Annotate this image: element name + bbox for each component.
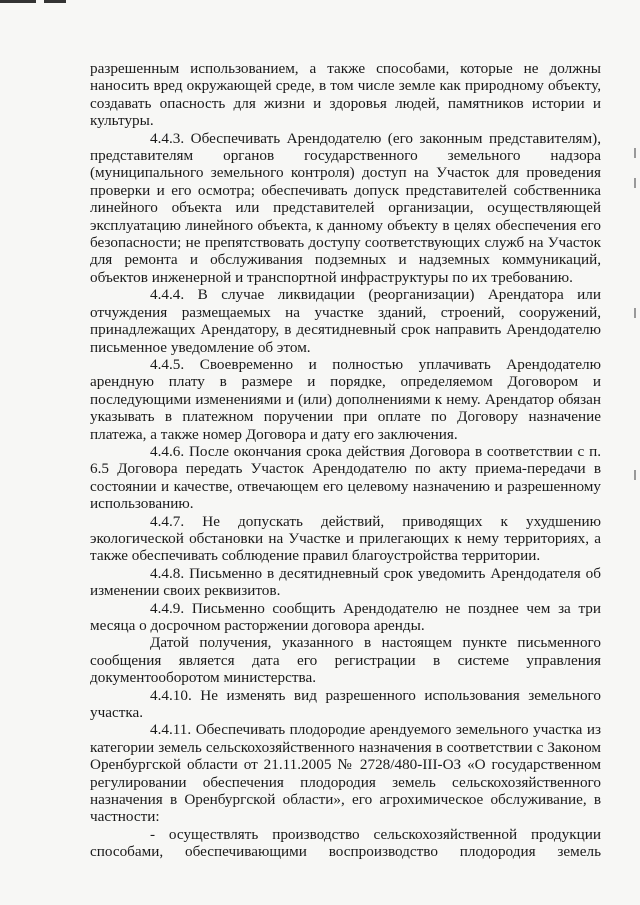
- clause-4-4-4: 4.4.4. В случае ликвидации (реорганизации) Арендатора или отчуждения размещаемых на участке зданий, строений, сооружений, принадлежащих Арендатору, в десятидневный срок направить Арендодателю письменное уведомление об этом.: [90, 286, 601, 356]
- document-page: [90, 60, 601, 861]
- margin-mark: [634, 148, 636, 158]
- clause-4-4-8: 4.4.8. Письменно в десятидневный срок уведомить Арендодателя об изменении своих реквизитов.: [90, 564, 601, 600]
- clause-4-4-6: 4.4.6. После окончания срока действия Договора в соответствии с п. 6.5 Договора передать Участок Арендодателю по акту приема-передачи в состоянии и качестве, отвечающем его целевому назначению и разрешенному использованию.: [90, 442, 601, 513]
- clause-4-4-3: 4.4.3. Обеспечивать Арендодателю (его законным представителям), представителям органов государственного земельного надзора (муниципального земельного контроля) доступ на Участок для проведения проверки и его осмотра; обеспечивать допуск представителей собственника линейного объекта или представителей организации, осуществляющей эксплуатацию линейного объекта, к данному объекту в целях обеспечения его безопасности; не препятствовать доступу соответствующих служб на Участок для ремонта и обслуживания подземных и надземных коммуникаций, объектов инженерной и транспортной инфраструктуры по их требованию.: [90, 129, 601, 286]
- receipt-date-note: Датой получения, указанного в настоящем пункте письменного сообщения является дата его регистрации в системе управления документооборотом министерства.: [90, 634, 601, 687]
- margin-mark: [634, 308, 636, 318]
- scan-edge-mark: [0, 0, 36, 3]
- margin-mark: [634, 178, 636, 188]
- margin-mark: [634, 470, 636, 480]
- clause-4-4-5: 4.4.5. Своевременно и полностью уплачивать Арендодателю арендную плату в размере и порядке, определяемом Договором и последующими изменениями и (или) дополнениями к нему. Арендатор обязан указывать в платежном поручении при оплате по Договору назначение платежа, а также номер Договора и дату его заключения.: [90, 355, 601, 443]
- clause-4-4-7: 4.4.7. Не допускать действий, приводящих к ухудшению экологической обстановки на Участке и прилегающих к нему территориях, а также обеспечивать соблюдение правил благоустройства территории.: [90, 512, 601, 565]
- paragraph-continuation: разрешенным использованием, а также способами, которые не должны наносить вред окружающей среде, в том числе земле как природному объекту, создавать опасность для жизни и здоровья людей, памятников истории и культуры.: [90, 60, 601, 130]
- clause-4-4-10: 4.4.10. Не изменять вид разрешенного использования земельного участка.: [90, 686, 601, 722]
- clause-4-4-9: 4.4.9. Письменно сообщить Арендодателю не позднее чем за три месяца о досрочном расторжении договора аренды.: [90, 599, 601, 634]
- list-item-production: - осуществлять производство сельскохозяйственной продукции способами, обеспечивающими воспроизводство плодородия земель: [90, 825, 601, 861]
- clause-4-4-11: 4.4.11. Обеспечивать плодородие арендуемого земельного участка из категории земель сельскохозяйственного назначения в соответствии с Законом Оренбургской области от 21.11.2005 № 2728/480-III-ОЗ «О государственном регулировании обеспечения плодородия земель сельскохозяйственного назначения в Оренбургской области», его агрохимическое обслуживание, в частности:: [90, 721, 601, 826]
- scan-edge-mark: [44, 0, 66, 3]
